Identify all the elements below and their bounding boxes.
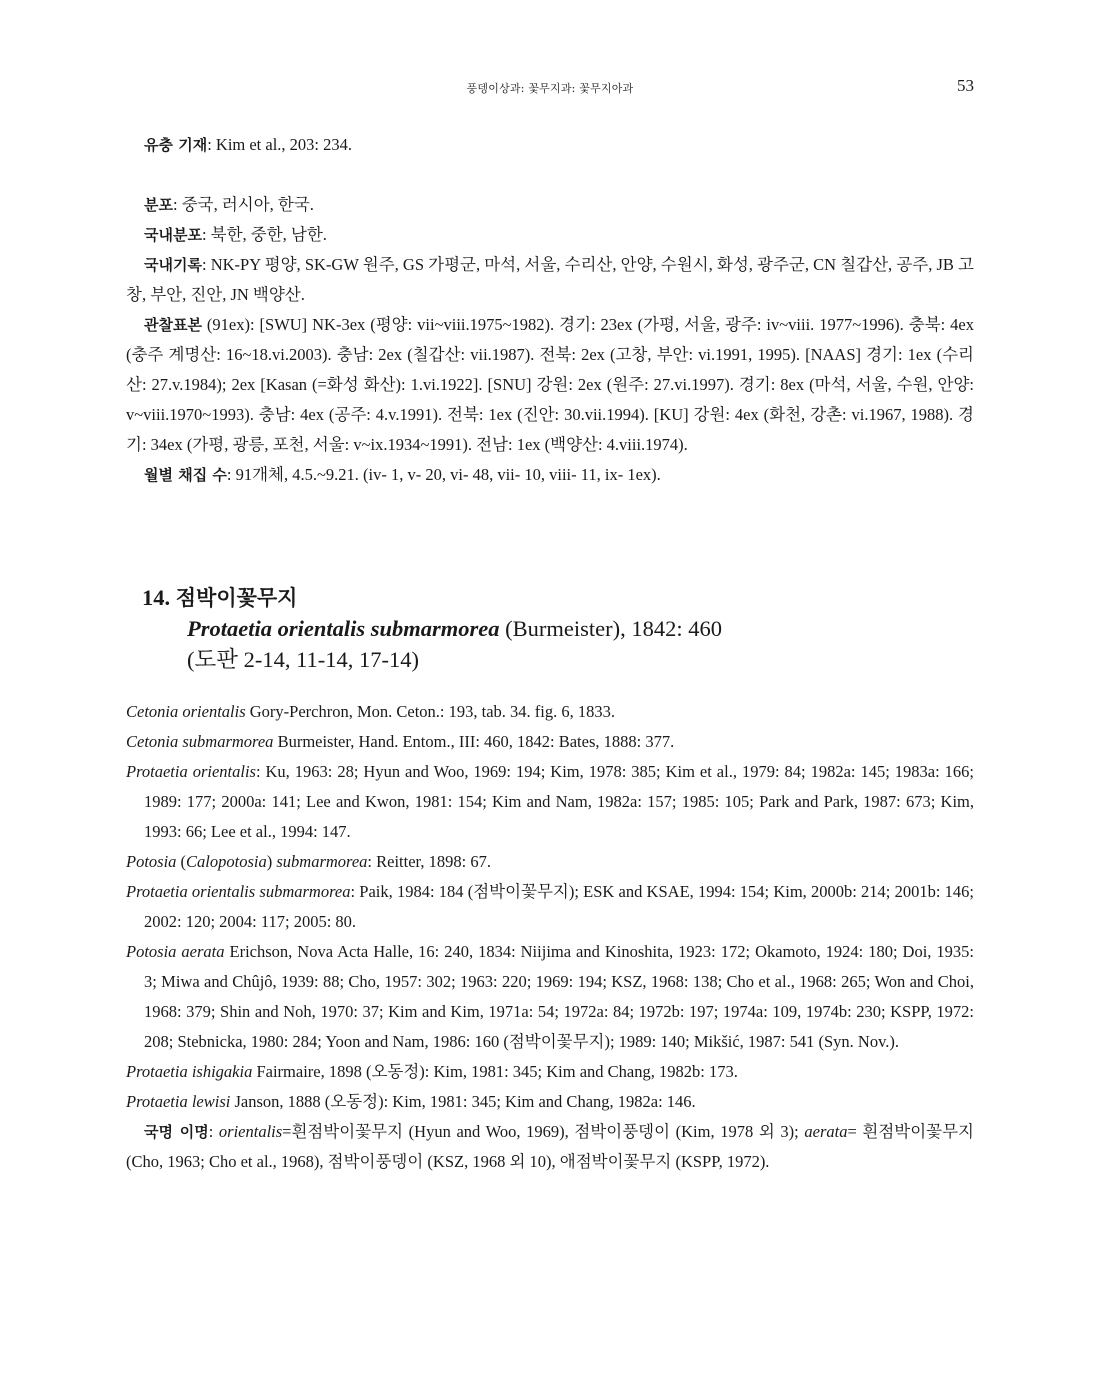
korean-synonyms-colon: :	[208, 1122, 219, 1141]
synonym-entry	[126, 757, 974, 847]
synonym-text: : Paik, 1984: 184 (점박이꽃무지); ESK and KSAE, 1994: 154; Kim, 2000b: 214; 2001b: 146; 2002: 120; 2004: 117; 2005: 80.	[144, 882, 974, 931]
synonym-subgenus: Calopotosia	[186, 852, 267, 871]
synonym-name: Cetonia submarmorea	[126, 732, 274, 751]
korean-synonyms-text: =흰점박이꽃무지 (Hyun and Woo, 1969), 점박이풍뎅이 (Kim, 1978 외 3);	[282, 1122, 805, 1141]
examined-specimens-label: 관찰표본	[144, 316, 202, 334]
domestic-records	[126, 250, 974, 310]
synonym-name: Cetonia orientalis	[126, 702, 246, 721]
larva-description	[126, 130, 974, 160]
domestic-records-text: : NK-PY 평양, SK-GW 원주, GS 가평군, 마석, 서울, 수리산, 안양, 수원시, 화성, 광주군, CN 칠갑산, 공주, JB 고창, 부안, 진안, JN 백양산.	[126, 255, 974, 304]
synonym-name: Potosia aerata	[126, 942, 225, 961]
synonym-entry	[126, 727, 974, 757]
larva-text: : Kim et al., 203: 234.	[207, 135, 353, 154]
monthly-collections-text: : 91개체, 4.5.~9.21. (iv- 1, v- 20, vi- 48, vii- 10, viii- 11, ix- 1ex).	[226, 465, 661, 484]
species-korean-name: 점박이꽃무지	[175, 585, 298, 610]
synonym-entry	[126, 697, 974, 727]
examined-specimens	[126, 310, 974, 460]
running-head: 풍뎅이상과: 꽃무지과: 꽃무지아과	[466, 82, 634, 95]
synonym-entry	[126, 1087, 974, 1117]
species-plates: (도판 2-14, 11-14, 17-14)	[187, 647, 419, 672]
synonym-text: : Ku, 1963: 28; Hyun and Woo, 1969: 194; Kim, 1978: 385; Kim et al., 1979: 84; 1982a: 145; 1983a: 166; 1989: 177; 2000a: 141; Lee and Kwon, 1981: 154; Kim and Nam, 1982a: 157; 1985: 105; Park and Park, 1987: 673; Kim, 1993: 66; Lee et al., 1994: 147.	[144, 762, 974, 841]
synonym-entry	[126, 847, 974, 877]
synonym-name: Potosia	[126, 852, 177, 871]
korean-synonyms-text: = 흰점박이꽃무지 (Cho, 1963; Cho et al., 1968), 점박이풍뎅이 (KSZ, 1968 외 10), 애점박이꽃무지 (KSPP, 1972).	[126, 1122, 974, 1171]
page-body	[126, 130, 974, 1177]
domestic-records-label: 국내기록	[144, 256, 202, 274]
synonym-species: submarmorea	[276, 852, 368, 871]
examined-specimens-text: (91ex): [SWU] NK-3ex (평양: vii~viii.1975~1982). 경기: 23ex (가평, 서울, 광주: iv~viii. 1977~1996). 충북: 4ex (충주 계명산: 16~18.vi.2003). 충남: 2ex (칠갑산: vii.1987). 전북: 2ex (고창, 부안: vi.1991, 1995). [NAAS] 경기: 1ex (수리산: 27.v.1984); 2ex [Kasan (=화성 화산): 1.vi.1922]. [SNU] 강원: 2ex (원주: 27.vi.1997). 경기: 8ex (마석, 서울, 수원, 안양: v~viii.1970~1993). 충남: 4ex (공주: 4.v.1991). 전북: 1ex (진안: 30.vii.1994). [KU] 강원: 4ex (화천, 강촌: vi.1967, 1988). 경기: 34ex (가평, 광릉, 포천, 서울: v~ix.1934~1991). 전남: 1ex (백양산: 4.viii.1974).	[126, 315, 974, 454]
domestic-distribution	[126, 220, 974, 250]
larva-label: 유충 기재	[144, 136, 208, 154]
synonym-text: Fairmaire, 1898 (오동정): Kim, 1981: 345; Kim and Chang, 1982b: 173.	[252, 1062, 738, 1081]
korean-synonyms-name: orientalis	[218, 1122, 283, 1141]
synonym-text: (	[176, 852, 187, 871]
page-header	[126, 76, 974, 98]
synonym-entry	[126, 877, 974, 937]
synonym-name: Protaetia orientalis submarmorea	[126, 882, 351, 901]
synonym-text: Janson, 1888 (오동정): Kim, 1981: 345; Kim and Chang, 1982a: 146.	[230, 1092, 696, 1111]
page-number: 53	[957, 76, 974, 95]
domestic-distribution-label: 국내분포	[144, 226, 202, 244]
synonym-entry	[126, 1057, 974, 1087]
synonym-name: Protaetia ishigakia	[126, 1062, 253, 1081]
distribution-label: 분포	[144, 196, 173, 214]
species-number: 14.	[142, 585, 171, 610]
synonym-text: : Reitter, 1898: 67.	[367, 852, 491, 871]
synonym-text: )	[266, 852, 277, 871]
distribution-text: : 중국, 러시아, 한국.	[172, 195, 314, 214]
synonym-text: Erichson, Nova Acta Halle, 16: 240, 1834: Niijima and Kinoshita, 1923: 172; Okamoto, 1924: 180; Doi, 1935: 3; Miwa and Chûjô, 1939: 88; Cho, 1957: 302; 1963: 220; 1969: 194; KSZ, 1968: 138; Cho et al., 1968: 265; Won and Choi, 1968: 379; Shin and Noh, 1970: 37; Kim and Kim, 1971a: 54; 1972a: 84; 1972b: 197; 1974a: 109, 1974b: 230; KSPP, 1972: 208; Stebnicka, 1980: 284; Yoon and Nam, 1986: 160 (점박이꽃무지); 1989: 140; Mikšić, 1987: 541 (Syn. Nov.).	[144, 942, 974, 1051]
distribution	[126, 190, 974, 220]
species-author: (Burmeister), 1842: 460	[499, 616, 722, 641]
synonym-text: Gory-Perchron, Mon. Ceton.: 193, tab. 34. fig. 6, 1833.	[245, 702, 615, 721]
species-scientific-name: Protaetia orientalis submarmorea	[187, 616, 500, 641]
korean-synonyms-name: aerata	[804, 1122, 848, 1141]
korean-synonyms-label: 국명 이명	[144, 1123, 209, 1141]
synonym-text: Burmeister, Hand. Entom., III: 460, 1842: Bates, 1888: 377.	[273, 732, 675, 751]
synonym-name: Protaetia orientalis	[126, 762, 256, 781]
synonym-name: Protaetia lewisi	[126, 1092, 231, 1111]
species-heading	[126, 582, 974, 675]
species-scientific-line	[142, 613, 974, 644]
monthly-collections-label: 월별 채집 수	[144, 466, 227, 484]
monthly-collections	[126, 460, 974, 490]
synonym-entry	[126, 937, 974, 1057]
domestic-distribution-text: : 북한, 중한, 남한.	[201, 225, 327, 244]
korean-synonyms	[126, 1117, 974, 1177]
